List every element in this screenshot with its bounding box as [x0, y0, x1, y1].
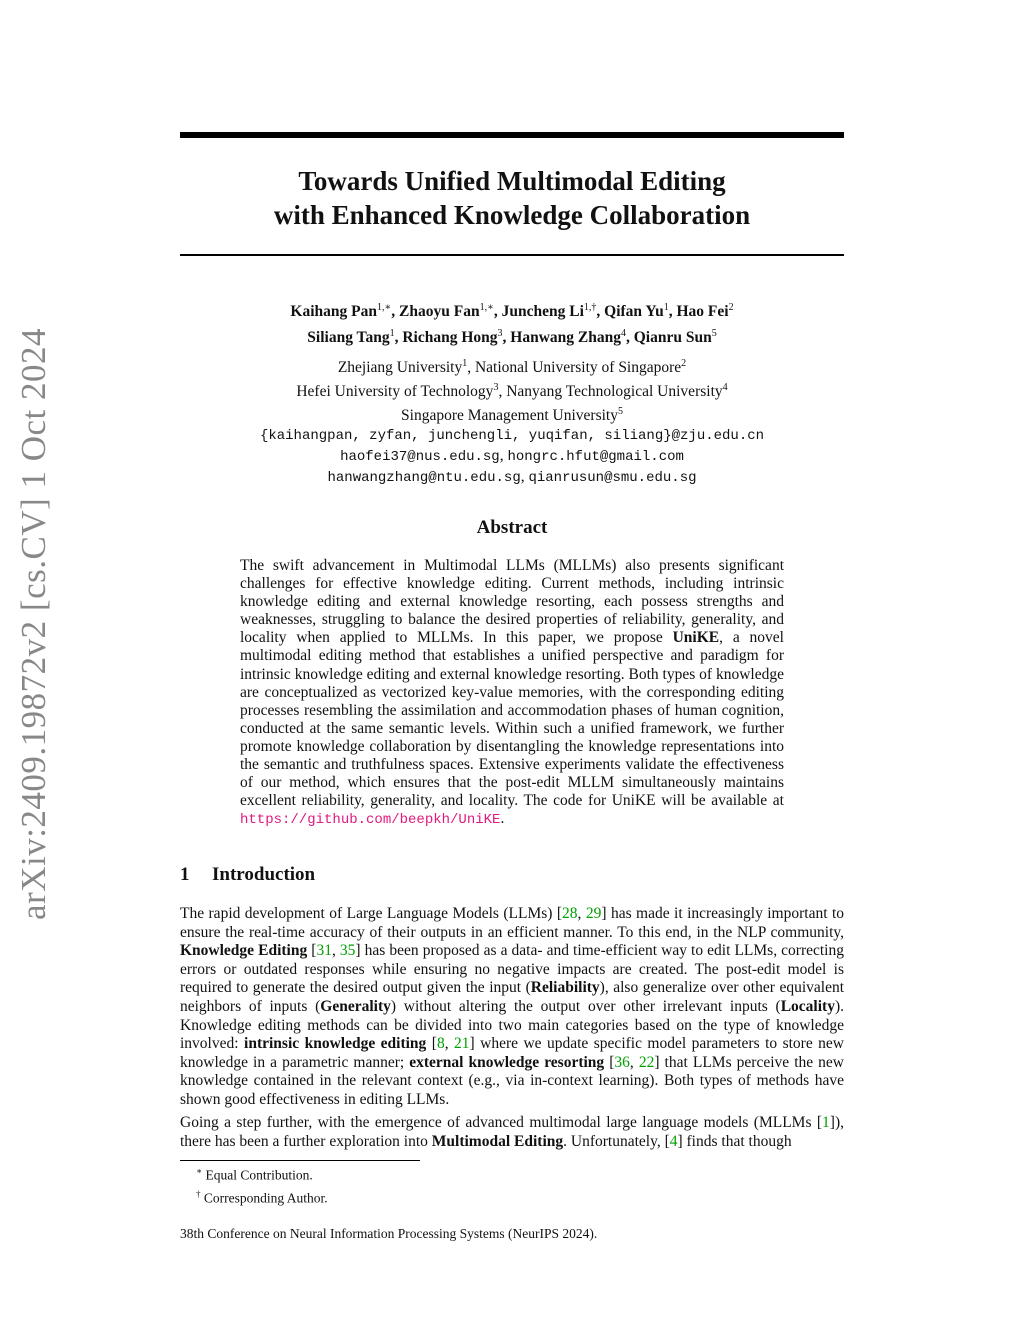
paper-title: [180, 164, 844, 232]
text: ] has made it increasingly important to ensure the real-time accuracy of their outputs in an efficient manner. To this end, in the NLP community,: [180, 905, 845, 941]
footnote: [196, 1162, 328, 1185]
text: ]), there has been a further exploration into: [180, 1114, 844, 1150]
citation[interactable]: 21: [454, 1035, 470, 1053]
email: qianrusun@smu.edu.sg: [528, 470, 697, 487]
term: Multimodal Editing: [431, 1132, 564, 1150]
citation[interactable]: 36: [614, 1053, 630, 1071]
abstract-heading: Abstract: [476, 517, 548, 538]
email-line-3: hanwangzhang@ntu.edu.sg, qianrusun@smu.edu.sg: [327, 468, 697, 487]
author-affil-mark: 1: [663, 302, 669, 313]
text: . Unfortunately, [: [563, 1132, 670, 1150]
method-name: UniKE: [672, 629, 720, 647]
author-name: Qianru Sun: [633, 329, 712, 347]
affil-line-1: Zhejiang University$^1$, National University of Singapore$^2$: [337, 358, 687, 377]
term: Generality: [320, 997, 391, 1015]
title-line-2: with Enhanced Knowledge Collaboration: [273, 200, 751, 230]
citation[interactable]: 31: [316, 942, 332, 960]
author-list: [180, 297, 844, 349]
text: ). Knowledge editing methods can be divided into two main categories based on the type of knowledge involved:: [180, 997, 844, 1053]
title-bottom-rule: [180, 254, 844, 256]
author-affil-mark: 4: [620, 328, 626, 340]
text: ] finds that though: [677, 1132, 792, 1150]
term: Knowledge Editing: [180, 942, 308, 960]
section-heading: [180, 864, 315, 886]
footnotes: [196, 1162, 328, 1207]
footnote-mark: ∗: [196, 1166, 203, 1176]
term: intrinsic knowledge editing: [244, 1035, 427, 1053]
author-name: Siliang Tang: [307, 329, 390, 347]
author-line-2: Siliang Tang$^1$, Richang Hong$^3$, Hanwang Zhang$^4$, Qianru Sun$^5$: [307, 328, 717, 347]
text: Going a step further, with the emergence of advanced multimodal large language models (MLLMs [: [180, 1114, 823, 1131]
affil-line-3: [180, 402, 844, 426]
email-line-1: {kaihangpan, zyfan, junchengli, yuqifan, siliang}@zju.edu.cn: [259, 428, 765, 445]
text: ) without altering the output over other irrelevant inputs (: [390, 997, 781, 1015]
author-name: Hao Fei: [676, 303, 729, 321]
author-name: Zhaoyu Fan: [399, 303, 480, 321]
email: hanwangzhang@ntu.edu.sg: [327, 470, 521, 487]
citation[interactable]: 4: [669, 1132, 678, 1150]
author-affil-mark: 1,∗: [479, 302, 494, 313]
affil-mark: 4: [722, 382, 728, 394]
author-affil-mark: 1: [389, 328, 395, 340]
footnote-rule: [180, 1160, 420, 1161]
venue-line: 38th Conference on Neural Information Processing Systems (NeurIPS 2024).: [180, 1226, 598, 1241]
author-affil-mark: 2: [728, 302, 734, 313]
citation[interactable]: 22: [638, 1053, 655, 1071]
section-title: Introduction: [212, 864, 316, 885]
title-line-1: Towards Unified Multimodal Editing: [298, 166, 726, 196]
citation[interactable]: 28: [562, 905, 578, 922]
text: ] has been proposed as a data- and time-efficient way to edit LLMs, correcting errors or outdated responses while ensuring no negative impacts are created. The post-edit model is required to generate the desired output given the input (: [180, 942, 844, 997]
affiliation: Hefei University of Technology: [296, 383, 494, 401]
footnote-text: Equal Contribution.: [205, 1167, 313, 1183]
email: hongrc.hfut@gmail.com: [507, 449, 684, 466]
affiliation: Nanyang Technological University: [506, 383, 723, 401]
author-affil-mark: 5: [711, 328, 717, 340]
text: The rapid development of Large Language Models (LLMs) [: [180, 905, 563, 922]
author-name: Qifan Yu: [604, 303, 664, 321]
code-link[interactable]: https://github.com/beepkh/UniKE: [240, 812, 501, 829]
affil-mark: 5: [617, 406, 623, 418]
affiliations: [180, 354, 844, 488]
author-affil-mark: 3: [497, 328, 503, 340]
arxiv-identifier: arXiv:2409.19872v2 [cs.CV] 1 Oct 2024: [14, 327, 53, 920]
intro-paragraph-2: [180, 1114, 844, 1151]
author-affil-mark: 1,∗: [376, 302, 392, 313]
abstract-end: .: [500, 810, 505, 828]
author-name: Kaihang Pan: [290, 303, 377, 321]
citation[interactable]: 29: [585, 905, 602, 922]
email-line-2: haofei37@nus.edu.sg, hongrc.hfut@gmail.com: [340, 447, 684, 466]
author-name: Richang Hong: [402, 329, 498, 347]
author-affil-mark: 1,†: [583, 302, 597, 313]
citation[interactable]: 8: [436, 1035, 445, 1053]
citation[interactable]: 35: [339, 942, 356, 960]
affiliation: Zhejiang University: [337, 359, 463, 377]
affil-mark: 3: [493, 382, 499, 394]
affiliation: National University of Singapore: [474, 359, 682, 377]
intro-paragraph-1: The rapid development of Large Language Models (LLMs) [28, 29] has made it increasingly important to ensure the real-time accuracy of their outputs in an efficient manner. To this end, in the NLP community, Knowledge Editing [31, 35] has been proposed as a data- and time-efficient way to edit LLMs, correcting errors or outdated responses while ensuring no negative impacts are created. The post-edit model is required to generate the desired output given the input (Reliability), also generalize over other equivalent neighbors of inputs (Generality) without altering the output over other irrelevant inputs (Locality). Knowledge editing methods can be divided into two main categories based on the type of knowledge involved: intrinsic knowledge editing [8, 21] where we update specific model parameters to store new knowledge in a parametric manner; external knowledge resorting [36, 22] that LLMs perceive the new knowledge contained in the relevant context (e.g., via in-context learning). Both types of methods have shown good effectiveness in editing LLMs.: [180, 905, 845, 1108]
abstract-part: , a novel multimodal editing method that establishes a unified perspective and paradigm for intrinsic knowledge editing and external knowledge resorting. Both types of knowledge are conceptualized as vectorized key-value memories, with the corresponding editing processes resembling the assimilation and accommodation phases of human cognition, conducted at the same semantic levels. Within such a unified framework, we further promote knowledge collaboration by disentangling the knowledge representations into the semantic and truthfulness spaces. Extensive experiments validate the effectiveness of our method, which ensures that the post-edit MLLM simultaneously maintains excellent reliability, generality, and locality. The code for UniKE will be available at: [240, 629, 784, 810]
term: Locality: [780, 997, 835, 1015]
term: Reliability: [530, 979, 600, 997]
section-number: 1: [180, 864, 190, 885]
affil-line-2: Hefei University of Technology$^3$, Nanyang Technological University$^4$: [296, 382, 728, 401]
footnote-text: Corresponding Author.: [203, 1190, 328, 1205]
text: ] that LLMs perceive the new knowledge contained in the relevant context (e.g., via in-context learning). Both types of methods have shown good effectiveness in editing LLMs.: [180, 1053, 845, 1108]
abstract-part: The swift advancement in Multimodal LLMs (MLLMs) also presents significant challenges for effective knowledge editing. Current methods, including intrinsic knowledge editing and external knowledge resorting, each possess strengths and weaknesses, struggling to balance the desired properties of reliability, generality, and locality when applied to MLLMs. In this paper, we propose: [240, 557, 784, 647]
author-name: Juncheng Li: [501, 303, 584, 321]
citation[interactable]: 1: [822, 1114, 830, 1131]
affiliation: Singapore Management University: [401, 407, 618, 425]
author-name: Hanwang Zhang: [510, 329, 621, 347]
title-top-rule: [180, 132, 844, 138]
affil-mark: 1: [462, 358, 468, 369]
abstract-text: [240, 557, 784, 829]
author-line-1: Kaihang Pan$^{1,∗}$, Zhaoyu Fan$^{1,∗}$, Juncheng $Li^{1,\dagger}$, Qifan Yu$^1$, Hao Fei$^2$: [290, 302, 734, 321]
affil-mark: 2: [681, 358, 687, 369]
text: ] where we update specific model parameters to store new knowledge in a parametric manner;: [180, 1035, 844, 1071]
footnote: [196, 1185, 328, 1208]
term: external knowledge resorting: [409, 1053, 605, 1071]
email: haofei37@nus.edu.sg: [340, 449, 500, 466]
text: ), also generalize over other equivalent neighbors of inputs (: [180, 979, 845, 1015]
footnote-mark: †: [196, 1188, 201, 1199]
